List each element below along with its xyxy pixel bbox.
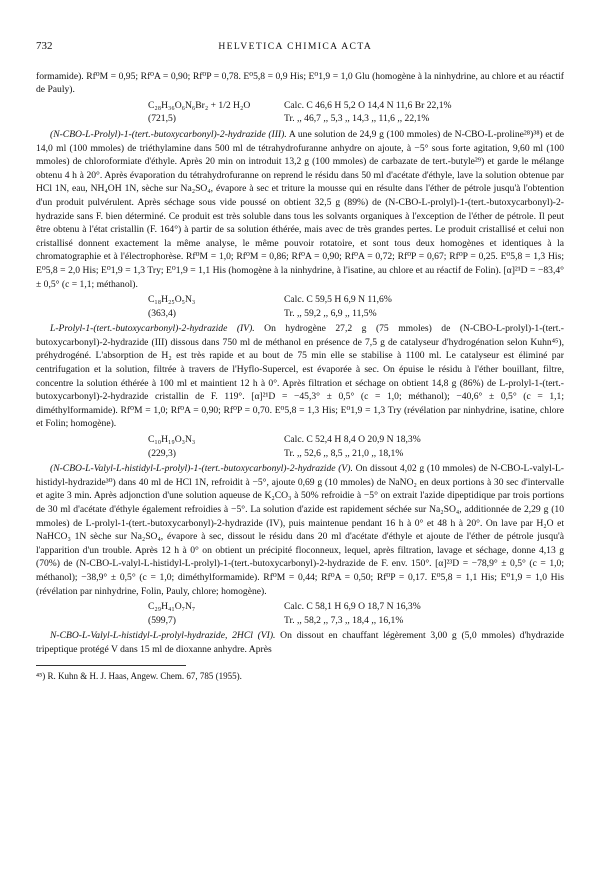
page-number: 732 [36, 40, 53, 52]
paragraph [36, 128, 564, 291]
paragraph [36, 322, 564, 431]
formula: C₁₀H₁₉O₃N₃ [148, 434, 196, 446]
paragraph-text: On dissout 4,02 g (10 mmoles) de N-CBO-L-valyl-L-histidyl-hydrazide³⁰) dans 40 ml de HCl 1N, refroidit à −5°, ajoute 0,69 g (10 mmoles) de NaNO₂ en deux portions à 30 sec d'intervalle et agite 3 min. Après adjonction d'une solution aqueuse de K₂CO₃ à 50% refroidie à −5° on extrait l'azide dipeptidique par trois portions de 30 ml d'acétate d'éthyle également refroidies à −5°. La solution d'azide est rapidement séchée sur Na₂SO₄, additionnée de 2,29 g (10 mmoles) de L-prolyl-1-(tert.-butoxycarbonyl)-2-hydrazide (IV), puis maintenue pendant 16 h à 0° et 48 h à 20°. On lave par H₂O et NaHCO₃ 1N sèche sur Na₂SO₄, évapore à sec, dissout le résidu dans 20 ml d'acétate d'éthyle et ajoute de l'éther de pétrole jusqu'à l'apparition d'un trouble. Après 12 h à 0° on obtient un précipité floconneux, lequel, après filtration, lavage et séchage, donne 4,13 g (70%) de (N-CBO-L-valyl-L-histidyl-L-prolyl)-1-(tert.-butoxycarbonyl)-2-hydrazide de F. env. 150°. [α]²³D = −78,9° ± 0,5° (c = 1,0; méthanol); −38,9° ± 0,5° (c = 1,0; diméthylformamide). Rf⁰M = 0,44; Rf⁰A = 0,50; Rf⁰P = 0,17. E⁰5,8 = 1,1 His; E⁰1,9 = 1,0 His (révélation par ninhydrine, Folin, Pauly, chlore; homogène). [36, 463, 564, 597]
paragraph [36, 629, 564, 656]
molecular-weight: (599,7) [148, 614, 176, 626]
analysis-found: Tr. ,, 52,6 ,, 8,5 ,, 21,0 ,, 18,1% [284, 447, 404, 459]
formula: C₁₈H₂₅O₅N₃ [148, 294, 196, 306]
footnote-divider [36, 665, 186, 666]
paragraph-text: On dissout en chauffant légèrement 3,00 g (5,0 mmoles) d'hydrazide tripeptique protégé V dans 15 ml de dioxanne anhydre. Après [36, 630, 564, 655]
running-header [36, 40, 564, 54]
formula: C₂₉H₄₁O₇N₇ [148, 601, 196, 613]
analysis-calc: Calc. C 58,1 H 6,9 O 18,7 N 16,3% [284, 601, 421, 613]
compound-title: (N-CBO-L-Prolyl)-1-(tert.-butoxycarbonyl)-2-hydrazide (III). [50, 128, 287, 140]
analysis-calc: Calc. C 52,4 H 8,4 O 20,9 N 18,3% [284, 434, 421, 446]
compound-title: L-Prolyl-1-(tert.-butoxycarbonyl)-2-hydrazide (IV). [50, 323, 255, 335]
analysis-found: Tr. ,, 46,7 ,, 5,3 ,, 14,3 ,, 11,6 ,, 22,1% [284, 113, 430, 125]
compound-title: N-CBO-L-Valyl-L-histidyl-L-prolyl-hydrazide, 2HCl (VI). [50, 630, 276, 642]
paragraph [36, 462, 564, 598]
molecular-weight: (363,4) [148, 307, 176, 319]
elemental-analysis [148, 600, 564, 627]
paragraph-text: formamide). Rf⁰M = 0,95; Rf⁰A = 0,90; Rf⁰P = 0,78. E⁰5,8 = 0,9 His; E⁰1,9 = 1,0 Glu (homogène à la ninhydrine, au chlore et au réactif de Pauly). [36, 70, 564, 96]
paragraph-text: A une solution de 24,9 g (100 mmoles) de N-CBO-L-proline²⁸)³⁸) et de 14,0 ml (100 mmoles) de triéthylamine dans 500 ml de tétrahydrofuranne anhydre on ajoute, à −5° sous forte agitation, 9,60 ml (100 mmoles) de chloroformiate d'éthyle. Après 20 min on introduit 13,2 g (100 mmoles) de carbazate de tert.-butyle²⁹) et garde le mélange obtenu 4 h à 20°. Après évaporation du tétrahydrofuranne on reprend le résidu dans 50 ml d'acétate d'éthyle, lave la solution obtenue par HCl 1N, eau, NH₄OH 1N, sèche sur Na₂SO₄, évapore à sec et triture la mousse qui en résulte dans l'éther de pétrole jusqu'à l'obtention d'un produit pulvérulent. Après séchage sous vide poussé on obtient 32,5 g (89%) de (N-CBO-L-prolyl)-1-(tert.-butoxycarbonyl)-2-hydrazide sans F. bien déterminé. Ce produit est très soluble dans tous les solvants organiques à l'exception de l'éther de pétrole. Il peut être obtenu à l'état cristallin (F. 164°) à partir de sa solution éthérée, mais avec de très grandes pertes. Le produit cristallisé et celui non cristallisé donnent exactement la même analyse, le même pouvoir rotatoire, et sont tous deux homogènes et identiques à la chromatographie et à l'électrophorèse. Rf⁰M = 1,0; Rf⁰M = 0,86; Rf⁰A = 0,90; Rf⁰A = 0,72; Rf⁰P = 0,67; Rf⁰P = 0,25. E⁰5,8 = 1,3 His; E⁰5,8 = 2,0 His; E⁰1,9 = 1,3 Try; E⁰1,9 = 1,1 His (homogène à la ninhydrine, à l'isatine, au chlore et au réactif de Folin). [α]²¹D = −83,4° ± 0,5° (c = 1,1; méthanol). [36, 128, 565, 290]
molecular-weight: (229,3) [148, 447, 176, 459]
molecular-weight: (721,5) [148, 113, 176, 125]
formula: C₂₈H₃₆O₆N₆Br₂ + 1/2 H₂O [148, 99, 251, 111]
elemental-analysis [148, 99, 564, 126]
elemental-analysis [148, 293, 564, 320]
journal-title: HELVETICA CHIMICA ACTA [218, 41, 373, 52]
analysis-calc: Calc. C 59,5 H 6,9 N 11,6% [284, 294, 392, 306]
analysis-found: Tr. ,, 59,2 ,, 6,9 ,, 11,5% [284, 307, 377, 319]
elemental-analysis [148, 433, 564, 460]
paragraph-text: On hydrogène 27,2 g (75 mmoles) de (N-CBO-L-prolyl)-1-(tert.-butoxycarbonyl)-2-hydrazide (III) dissous dans 750 ml de méthanol en présence de 7,5 g de catalyseur d'hydrogénation selon Kuhn⁴⁵), préhydrogéné. L'absorption de H₂ est très rapide et au bout de 75 min elle se stabilise à 1100 ml. Le catalyseur est éliminé par centrifugation et la solution, filtrée à travers de l'Hyflo-Supercel, est évaporée à sec. On épuise le résidu à l'éther bouillant, filtre, concentre la solution éthérée à 100 ml et maintient 12 h à 0°. Après filtration et séchage on obtient 14,8 g (86%) de L-prolyl-1-(tert.-butoxycarbonyl)-2-hydrazide cristallin de F. 119°. [α]²¹D = −45,3° ± 0,5° (c = 1,0; méthanol); −40,6° ± 0,5° (c = 1,1; diméthylformamide). Rf⁰M = 1,0; Rf⁰A = 0,90; Rf⁰P = 0,70. E⁰5,8 = 1,3 His; E⁰1,9 = 1,3 Try (révélation par ninhydrine, isatine, chlore et Folin; homogène). [36, 323, 564, 430]
analysis-found: Tr. ,, 58,2 ,, 7,3 ,, 18,4 ,, 16,1% [284, 614, 404, 626]
footnote: ⁴⁵) R. Kuhn & H. J. Haas, Angew. Chem. 67, 785 (1955). [36, 670, 242, 681]
compound-title: (N-CBO-L-Valyl-L-histidyl-L-prolyl)-1-(tert.-butoxycarbonyl)-2-hydrazide (V). [50, 463, 353, 475]
analysis-calc: Calc. C 46,6 H 5,2 O 14,4 N 11,6 Br 22,1% [284, 99, 452, 111]
